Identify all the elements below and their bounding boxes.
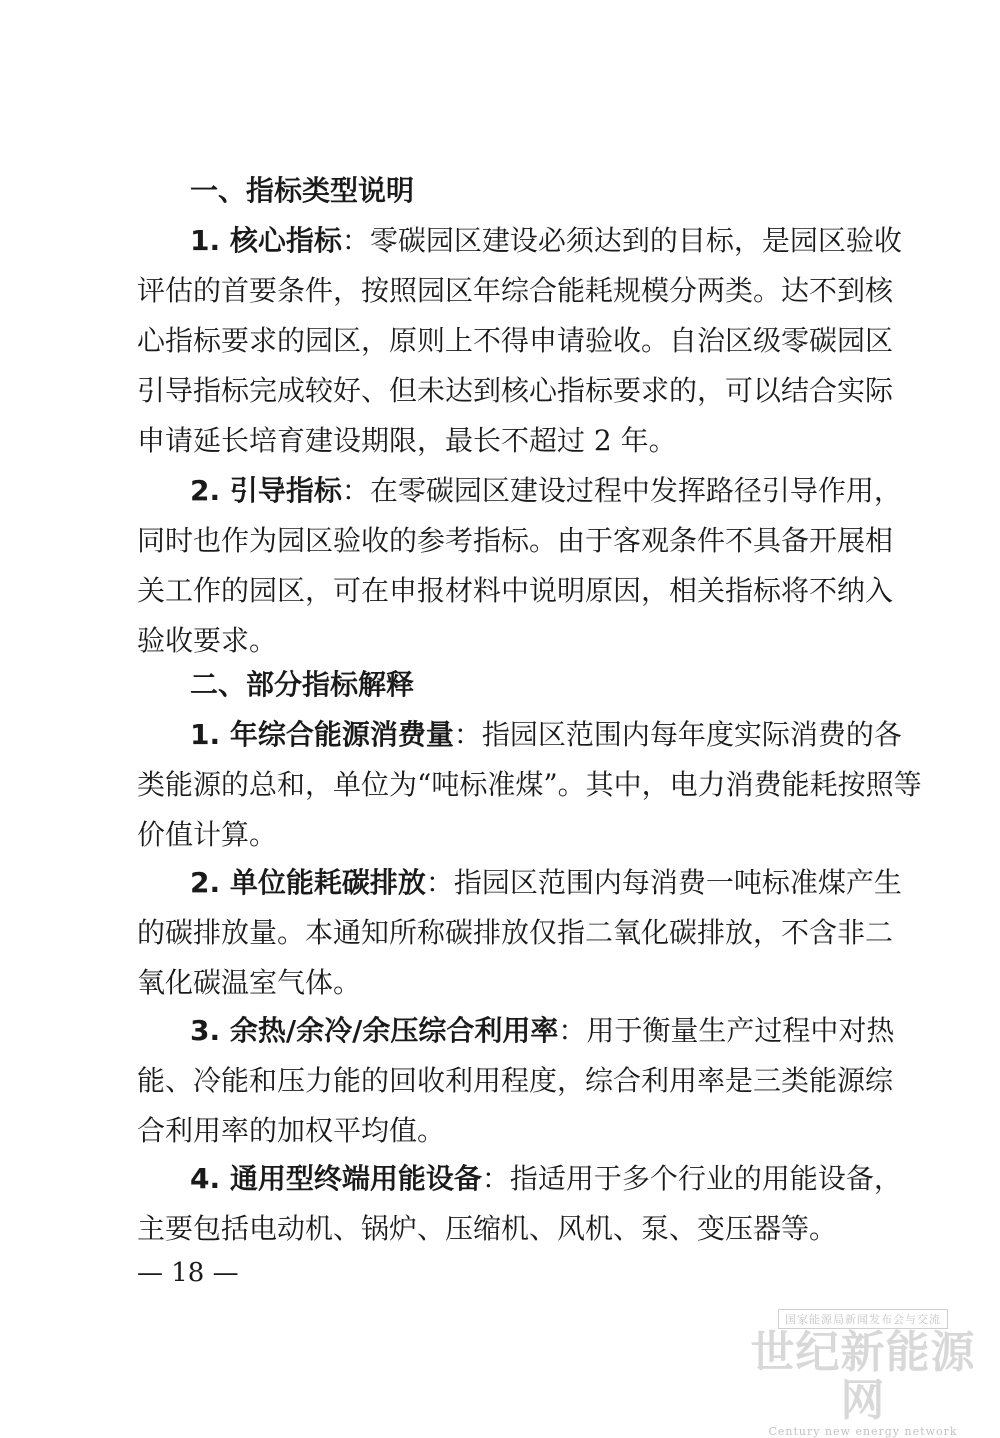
term-label: 1. 核心指标	[190, 224, 342, 257]
term-label: 1. 年综合能源消费量	[190, 718, 454, 751]
term-label: 4. 通用型终端用能设备	[190, 1162, 482, 1195]
paragraph-line: 价值计算。	[137, 818, 278, 851]
paragraph-line: 主要包括电动机、锅炉、压缩机、风机、泵、变压器等。	[137, 1212, 838, 1245]
paragraph-line: 能、冷能和压力能的回收利用程度，综合利用率是三类能源综	[137, 1064, 894, 1097]
paragraph-line: 氧化碳温室气体。	[137, 966, 362, 999]
paragraph-line: 验收要求。	[137, 624, 278, 657]
paragraph-line: 的碳排放量。本通知所称碳排放仅指二氧化碳排放，不含非二	[137, 916, 894, 949]
paragraph-line: 引导指标完成较好、但未达到核心指标要求的，可以结合实际	[137, 374, 894, 407]
paragraph-line: 1. 年综合能源消费量：指园区范围内每年度实际消费的各	[190, 718, 902, 751]
paragraph-line: 合利用率的加权平均值。	[137, 1114, 446, 1147]
paragraph-line: 2. 单位能耗碳排放：指园区范围内每消费一吨标准煤产生	[190, 866, 902, 899]
watermark-logo	[748, 1308, 978, 1438]
paragraph-line: 关工作的园区，可在申报材料中说明原因，相关指标将不纳入	[137, 574, 894, 607]
term-label: 2. 引导指标	[190, 474, 342, 507]
paragraph-line: 申请延长培育建设期限，最长不超过 2 年。	[137, 424, 677, 457]
watermark-title: 世纪新能源网	[750, 1327, 976, 1426]
paragraph-line: 类能源的总和，单位为“吨标准煤”。其中，电力消费能耗按照等	[137, 768, 922, 801]
paragraph-line: 同时也作为园区验收的参考指标。由于客观条件不具备开展相	[137, 524, 894, 557]
paragraph-line: 4. 通用型终端用能设备：指适用于多个行业的用能设备，	[190, 1162, 902, 1195]
section-heading-2: 二、部分指标解释	[190, 668, 415, 701]
watermark-subtitle: Century new energy network	[768, 1425, 958, 1438]
paragraph-line: 心指标要求的园区，原则上不得申请验收。自治区级零碳园区	[137, 324, 894, 357]
page-number: — 18 —	[137, 1258, 239, 1288]
paragraph-line: 3. 余热/余冷/余压综合利用率：用于衡量生产过程中对热	[190, 1014, 895, 1047]
paragraph-line: 评估的首要条件，按照园区年综合能耗规模分两类。达不到核	[137, 274, 894, 307]
paragraph-line: 1. 核心指标：零碳园区建设必须达到的目标，是园区验收	[190, 224, 902, 257]
section-heading-1: 一、指标类型说明	[190, 174, 415, 207]
watermark-tagline: 国家能源局新闻发布会与交流	[778, 1309, 948, 1329]
term-label: 3. 余热/余冷/余压综合利用率	[190, 1014, 559, 1047]
term-label: 2. 单位能耗碳排放	[190, 866, 426, 899]
paragraph-line: 2. 引导指标：在零碳园区建设过程中发挥路径引导作用，	[190, 474, 902, 507]
